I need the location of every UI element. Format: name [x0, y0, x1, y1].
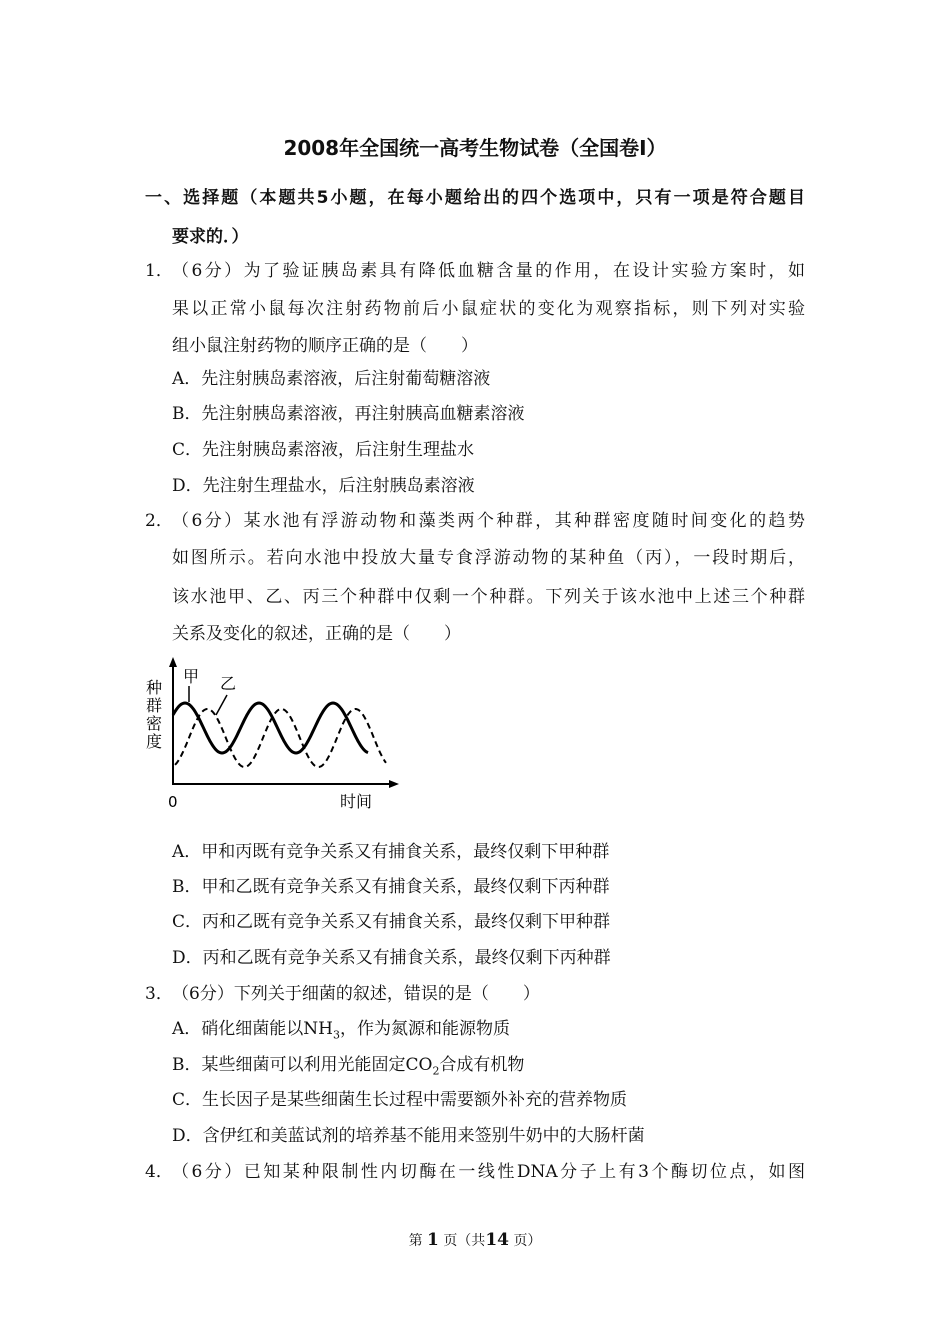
- q3-option-b: [172, 1053, 524, 1083]
- series-label-jia: 甲: [183, 667, 200, 686]
- q2-stem: （6分）某水池有浮游动物和藻类两个种群，其种群密度随时间变化的趋势: [172, 511, 805, 531]
- subscript: 2: [432, 1064, 440, 1078]
- q1-number: 1．: [145, 261, 173, 281]
- leader-line-yi: [216, 695, 227, 715]
- q2-option-b: B．甲和乙既有竞争关系又有捕食关系，最终仅剩下丙种群: [172, 877, 610, 897]
- q2-stem: 如图所示。若向水池中投放大量专食浮游动物的某种鱼（丙），一段时期后，: [172, 548, 805, 568]
- section-heading-cont: 要求的．）: [172, 227, 249, 247]
- y-label-char: 密: [146, 714, 163, 733]
- q4-stem: （6分）已知某种限制性内切酶在一线性DNA分子上有3个酶切位点，如图: [172, 1162, 805, 1182]
- q3-option-d: D．含伊红和美蓝试剂的培养基不能用来签别牛奶中的大肠杆菌: [172, 1126, 645, 1146]
- page-number: 1: [427, 1230, 439, 1250]
- page-footer: [0, 1228, 950, 1253]
- text: 第: [408, 1233, 423, 1249]
- q1-stem: 果以正常小鼠每次注射药物前后小鼠症状的变化为观察指标，则下列对实验: [172, 299, 805, 319]
- q2-option-a: A．甲和丙既有竞争关系又有捕食关系，最终仅剩下甲种群: [172, 842, 610, 862]
- x-label: 时间: [340, 792, 373, 811]
- curve-yi: [175, 709, 386, 767]
- text: 合成有机物: [439, 1055, 525, 1075]
- y-axis-arrow: [169, 657, 177, 667]
- page-title: 2008年全国统一高考生物试卷（全国卷Ⅰ）: [283, 136, 667, 160]
- q3-option-c: C．生长因子是某些细菌生长过程中需要额外补充的营养物质: [172, 1090, 628, 1110]
- y-label-char: 群: [146, 696, 163, 715]
- q3-stem: （6分）下列关于细菌的叙述，错误的是（ ）: [172, 984, 540, 1004]
- origin-label: 0: [168, 793, 178, 811]
- subscript: 3: [332, 1028, 340, 1042]
- q2-number: 2．: [145, 511, 173, 531]
- q2-option-c: C．丙和乙既有竞争关系又有捕食关系，最终仅剩下甲种群: [172, 912, 611, 932]
- q2-stem: 该水池甲、乙、丙三个种群中仅剩一个种群。下列关于该水池中上述三个种群: [172, 587, 805, 607]
- q2-stem: 关系及变化的叙述，正确的是（ ）: [172, 624, 461, 644]
- q3-number: 3．: [145, 984, 173, 1004]
- y-label-char: 种: [146, 678, 163, 697]
- q1-option-b: B．先注射胰岛素溶液，再注射胰高血糖素溶液: [172, 404, 525, 424]
- series-label-yi: 乙: [220, 674, 237, 693]
- text: 页）: [513, 1233, 542, 1249]
- x-axis-arrow: [389, 780, 399, 788]
- q1-option-d: D．先注射生理盐水，后注射胰岛素溶液: [172, 476, 475, 496]
- text: ，作为氮源和能源物质: [339, 1019, 510, 1039]
- text: A．硝化细菌能以NH: [172, 1019, 333, 1039]
- text: B．某些细菌可以利用光能固定CO: [172, 1055, 433, 1075]
- y-label-char: 度: [146, 732, 163, 751]
- text: 页（共: [443, 1233, 486, 1249]
- q3-option-a: [172, 1017, 510, 1047]
- section-heading: 一、选择题（本题共5小题，在每小题给出的四个选项中，只有一项是符合题目: [145, 188, 805, 208]
- q1-stem: 组小鼠注射药物的顺序正确的是（ ）: [172, 336, 478, 356]
- population-density-figure: [140, 655, 410, 815]
- q4-number: 4．: [145, 1162, 173, 1182]
- q1-option-c: C．先注射胰岛素溶液，后注射生理盐水: [172, 440, 475, 460]
- q2-option-d: D．丙和乙既有竞争关系又有捕食关系，最终仅剩下丙种群: [172, 948, 611, 968]
- total-pages: 14: [485, 1230, 509, 1250]
- q1-option-a: A．先注射胰岛素溶液，后注射葡萄糖溶液: [172, 369, 491, 389]
- q1-stem: （6分）为了验证胰岛素具有降低血糖含量的作用，在设计实验方案时，如: [172, 261, 805, 281]
